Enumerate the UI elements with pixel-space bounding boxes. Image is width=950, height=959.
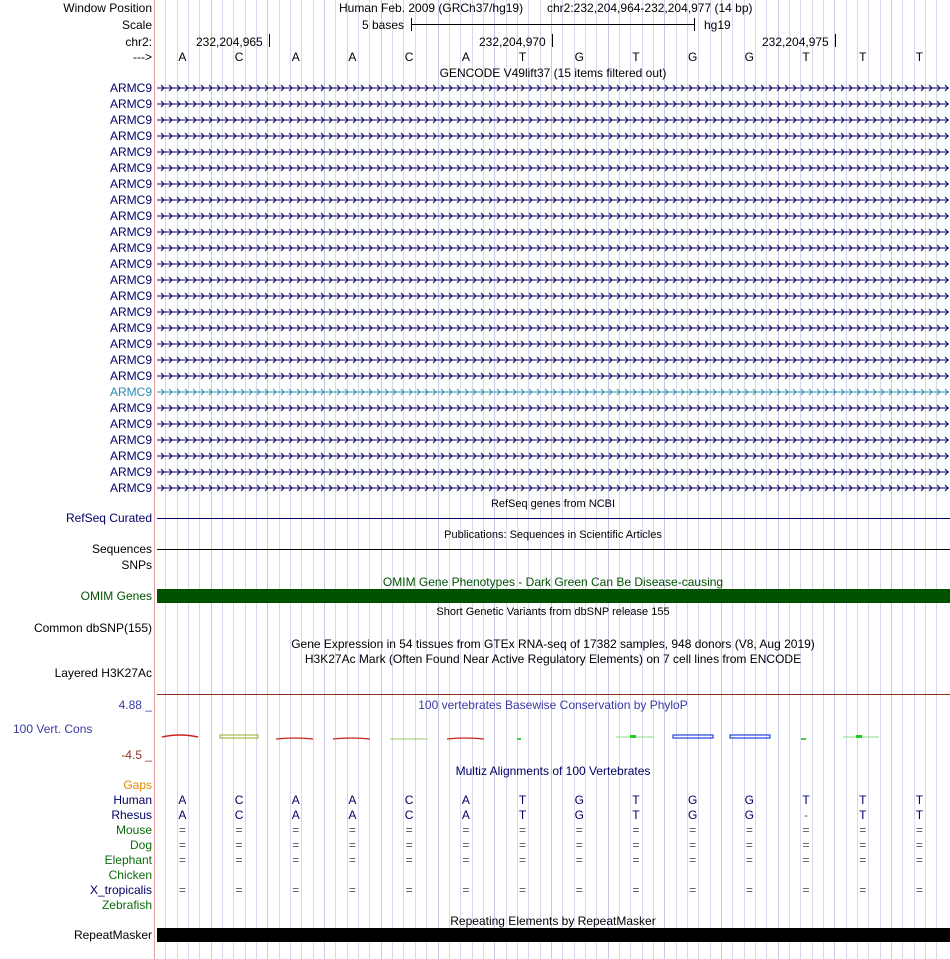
gene-label-armc9[interactable]: ARMC9 (109, 417, 152, 431)
aligned-base: = (462, 838, 470, 852)
aligned-base: T (859, 808, 867, 822)
coord-label: 232,204,970 (479, 35, 546, 49)
aligned-base: = (348, 883, 356, 897)
dna-base: G (744, 50, 755, 64)
aligned-base: = (915, 883, 923, 897)
gene-label-armc9[interactable]: ARMC9 (109, 401, 152, 415)
gene-label-armc9[interactable]: ARMC9 (109, 129, 152, 143)
gene-label-armc9[interactable]: ARMC9 (109, 385, 152, 399)
assembly-name: Human Feb. 2009 (GRCh37/hg19) (339, 1, 524, 15)
aligned-base: = (235, 853, 243, 867)
dna-base: C (404, 50, 414, 64)
aligned-base: = (178, 838, 186, 852)
conservation-wiggle (162, 735, 879, 740)
aligned-base: = (235, 823, 243, 837)
aligned-base: A (461, 793, 470, 807)
pubs-track-title[interactable]: Publications: Sequences in Scientific Articles (444, 529, 662, 541)
gene-label-armc9[interactable]: ARMC9 (109, 465, 152, 479)
gene-label-armc9[interactable]: ARMC9 (109, 289, 152, 303)
refseq-track-title[interactable]: RefSeq genes from NCBI (490, 498, 616, 510)
h3k27ac-track-title[interactable]: H3K27Ac Mark (Often Found Near Active Regulatory Elements) on 7 cell lines from ENCODE (304, 652, 802, 666)
gene-label-armc9[interactable]: ARMC9 (109, 305, 152, 319)
aligned-base: T (632, 793, 640, 807)
multiz-track-title[interactable]: Multiz Alignments of 100 Vertebrates (455, 764, 651, 778)
aligned-base: G (744, 793, 755, 807)
coord-label: 232,204,965 (196, 35, 263, 49)
aligned-base: T (915, 808, 924, 822)
aligned-base: = (745, 853, 753, 867)
aligned-base: = (915, 823, 923, 837)
gene-label-armc9[interactable]: ARMC9 (109, 369, 152, 383)
aligned-base: = (859, 883, 867, 897)
aligned-base: = (575, 853, 583, 867)
aligned-base: = (802, 823, 810, 837)
refseq-label[interactable]: RefSeq Curated (65, 511, 152, 525)
aligned-base: = (859, 838, 867, 852)
chrom-label: chr2: (125, 35, 152, 49)
aligned-base: C (234, 808, 244, 822)
aligned-base: = (745, 823, 753, 837)
aligned-base: = (462, 853, 470, 867)
h3k27ac-label[interactable]: Layered H3K27Ac (54, 666, 152, 680)
aligned-base: = (519, 823, 527, 837)
gene-label-armc9[interactable]: ARMC9 (109, 145, 152, 159)
species-label-mouse[interactable]: Mouse (115, 823, 152, 837)
gene-label-armc9[interactable]: ARMC9 (109, 449, 152, 463)
aligned-base: = (632, 883, 640, 897)
position-text[interactable]: chr2:232,204,964-232,204,977 (14 bp) (547, 1, 753, 15)
gene-label-armc9[interactable]: ARMC9 (109, 257, 152, 271)
aligned-base: = (575, 838, 583, 852)
aligned-base: G (687, 793, 698, 807)
gtex-track-title[interactable]: Gene Expression in 54 tissues from GTEx RNA-seq of 17382 samples, 948 donors (V8, Aug 2019) (291, 637, 815, 651)
db-name: hg19 (704, 18, 731, 32)
coord-label: 232,204,975 (762, 35, 829, 49)
species-label-human[interactable]: Human (113, 793, 152, 807)
aligned-base: = (178, 883, 186, 897)
gene-label-armc9[interactable]: ARMC9 (109, 225, 152, 239)
aligned-base: = (632, 853, 640, 867)
gene-label-armc9[interactable]: ARMC9 (109, 177, 152, 191)
gene-label-armc9[interactable]: ARMC9 (109, 209, 152, 223)
scale-label: Scale (121, 18, 152, 32)
repeatmasker-label[interactable]: RepeatMasker (73, 928, 152, 942)
gene-label-armc9[interactable]: ARMC9 (109, 481, 152, 495)
gene-label-armc9[interactable]: ARMC9 (109, 337, 152, 351)
aligned-base: = (235, 883, 243, 897)
aligned-base: = (292, 853, 300, 867)
aligned-base: C (404, 793, 414, 807)
aligned-base: = (689, 883, 697, 897)
aligned-base: = (519, 883, 527, 897)
aligned-base: G (687, 808, 698, 822)
gene-label-armc9[interactable]: ARMC9 (109, 193, 152, 207)
aligned-base: = (462, 883, 470, 897)
aligned-base: = (859, 853, 867, 867)
aligned-base: A (291, 808, 300, 822)
omim-label[interactable]: OMIM Genes (80, 589, 152, 603)
cons-min-label: -4.5 _ (121, 748, 152, 762)
aligned-base: = (292, 823, 300, 837)
gene-label-armc9[interactable]: ARMC9 (109, 321, 152, 335)
gencode-track-title[interactable]: GENCODE V49lift37 (15 items filtered out) (439, 66, 667, 80)
dna-base: T (915, 50, 924, 64)
dbsnp-label[interactable]: Common dbSNP(155) (33, 621, 152, 635)
aligned-base: T (518, 793, 527, 807)
dna-base: T (802, 50, 810, 64)
aligned-base: = (405, 823, 413, 837)
aligned-base: = (348, 823, 356, 837)
omim-track-title[interactable]: OMIM Gene Phenotypes - Dark Green Can Be Disease-causing (382, 575, 724, 589)
dna-base: T (518, 50, 527, 64)
species-label-rhesus[interactable]: Rhesus (111, 808, 152, 822)
aligned-base: T (915, 793, 924, 807)
dna-base: A (291, 50, 300, 64)
aligned-base: A (348, 808, 357, 822)
gene-label-armc9[interactable]: ARMC9 (109, 433, 152, 447)
sequences-label[interactable]: Sequences (91, 542, 152, 556)
aligned-base: = (348, 838, 356, 852)
aligned-base: = (575, 823, 583, 837)
aligned-base: = (859, 823, 867, 837)
aligned-base: A (178, 808, 187, 822)
gene-label-armc9[interactable]: ARMC9 (109, 353, 152, 367)
aligned-base: A (178, 793, 187, 807)
aligned-base: = (575, 883, 583, 897)
repeatmasker-bar[interactable] (157, 928, 950, 942)
dna-base: G (574, 50, 584, 64)
dna-base: A (348, 50, 357, 64)
dna-base: G (687, 50, 698, 64)
species-label-dog[interactable]: Dog (129, 838, 152, 852)
dna-base: T (859, 50, 867, 64)
aligned-base: = (235, 838, 243, 852)
aligned-base: T (859, 793, 867, 807)
aligned-base: = (689, 823, 697, 837)
aligned-base: = (802, 853, 810, 867)
aligned-base: C (234, 793, 244, 807)
aligned-base: = (462, 823, 470, 837)
aligned-base: = (178, 823, 186, 837)
cons-max-label: 4.88 _ (118, 698, 152, 712)
aligned-base: = (292, 838, 300, 852)
gene-label-armc9[interactable]: ARMC9 (109, 81, 152, 95)
aligned-base: T (802, 793, 810, 807)
species-label-x_tropicalis[interactable]: X_tropicalis (89, 883, 152, 897)
aligned-base: = (405, 883, 413, 897)
aligned-base: G (744, 808, 755, 822)
aligned-base: A (291, 793, 300, 807)
aligned-base: C (404, 808, 414, 822)
aligned-base: T (632, 808, 640, 822)
gene-label-armc9[interactable]: ARMC9 (109, 113, 152, 127)
aligned-base: = (802, 883, 810, 897)
dbsnp-track-title[interactable]: Short Genetic Variants from dbSNP release 155 (436, 606, 670, 618)
aligned-base: = (689, 853, 697, 867)
cons-label[interactable]: 100 Vert. Cons (13, 722, 93, 736)
species-label-zebrafish[interactable]: Zebrafish (101, 898, 152, 912)
aligned-base: A (348, 793, 357, 807)
aligned-base: T (518, 808, 527, 822)
gene-label-armc9[interactable]: ARMC9 (109, 273, 152, 287)
aligned-base: = (292, 883, 300, 897)
aligned-base: = (405, 853, 413, 867)
window-position-label: Window Position (63, 1, 152, 15)
aligned-base: = (632, 823, 640, 837)
aligned-base: = (745, 838, 753, 852)
gaps-label[interactable]: Gaps (123, 778, 152, 792)
aligned-base: A (461, 808, 470, 822)
aligned-base: G (574, 808, 584, 822)
scale-text: 5 bases (362, 18, 405, 32)
repeatmasker-track-title[interactable]: Repeating Elements by RepeatMasker (450, 914, 656, 928)
aligned-base: = (519, 838, 527, 852)
dna-base: A (461, 50, 470, 64)
gene-label-armc9[interactable]: ARMC9 (109, 161, 152, 175)
aligned-base: = (915, 838, 923, 852)
dna-base: T (632, 50, 640, 64)
aligned-base: = (178, 853, 186, 867)
conservation-track-title[interactable]: 100 vertebrates Basewise Conservation by PhyloP (418, 698, 688, 712)
species-label-elephant[interactable]: Elephant (104, 853, 152, 867)
snps-label[interactable]: SNPs (121, 558, 152, 572)
aligned-base: = (632, 838, 640, 852)
aligned-base: = (405, 838, 413, 852)
aligned-base: = (915, 853, 923, 867)
species-label-chicken[interactable]: Chicken (108, 868, 152, 882)
dna-base: A (178, 50, 187, 64)
aligned-base: = (348, 853, 356, 867)
gene-label-armc9[interactable]: ARMC9 (109, 241, 152, 255)
aligned-base: = (519, 853, 527, 867)
dna-base: C (234, 50, 244, 64)
aligned-base: - (804, 808, 809, 822)
aligned-base: = (802, 838, 810, 852)
aligned-base: = (745, 883, 753, 897)
aligned-base: G (574, 793, 584, 807)
strand-label: ---> (133, 50, 152, 64)
gene-label-armc9[interactable]: ARMC9 (109, 97, 152, 111)
aligned-base: = (689, 838, 697, 852)
